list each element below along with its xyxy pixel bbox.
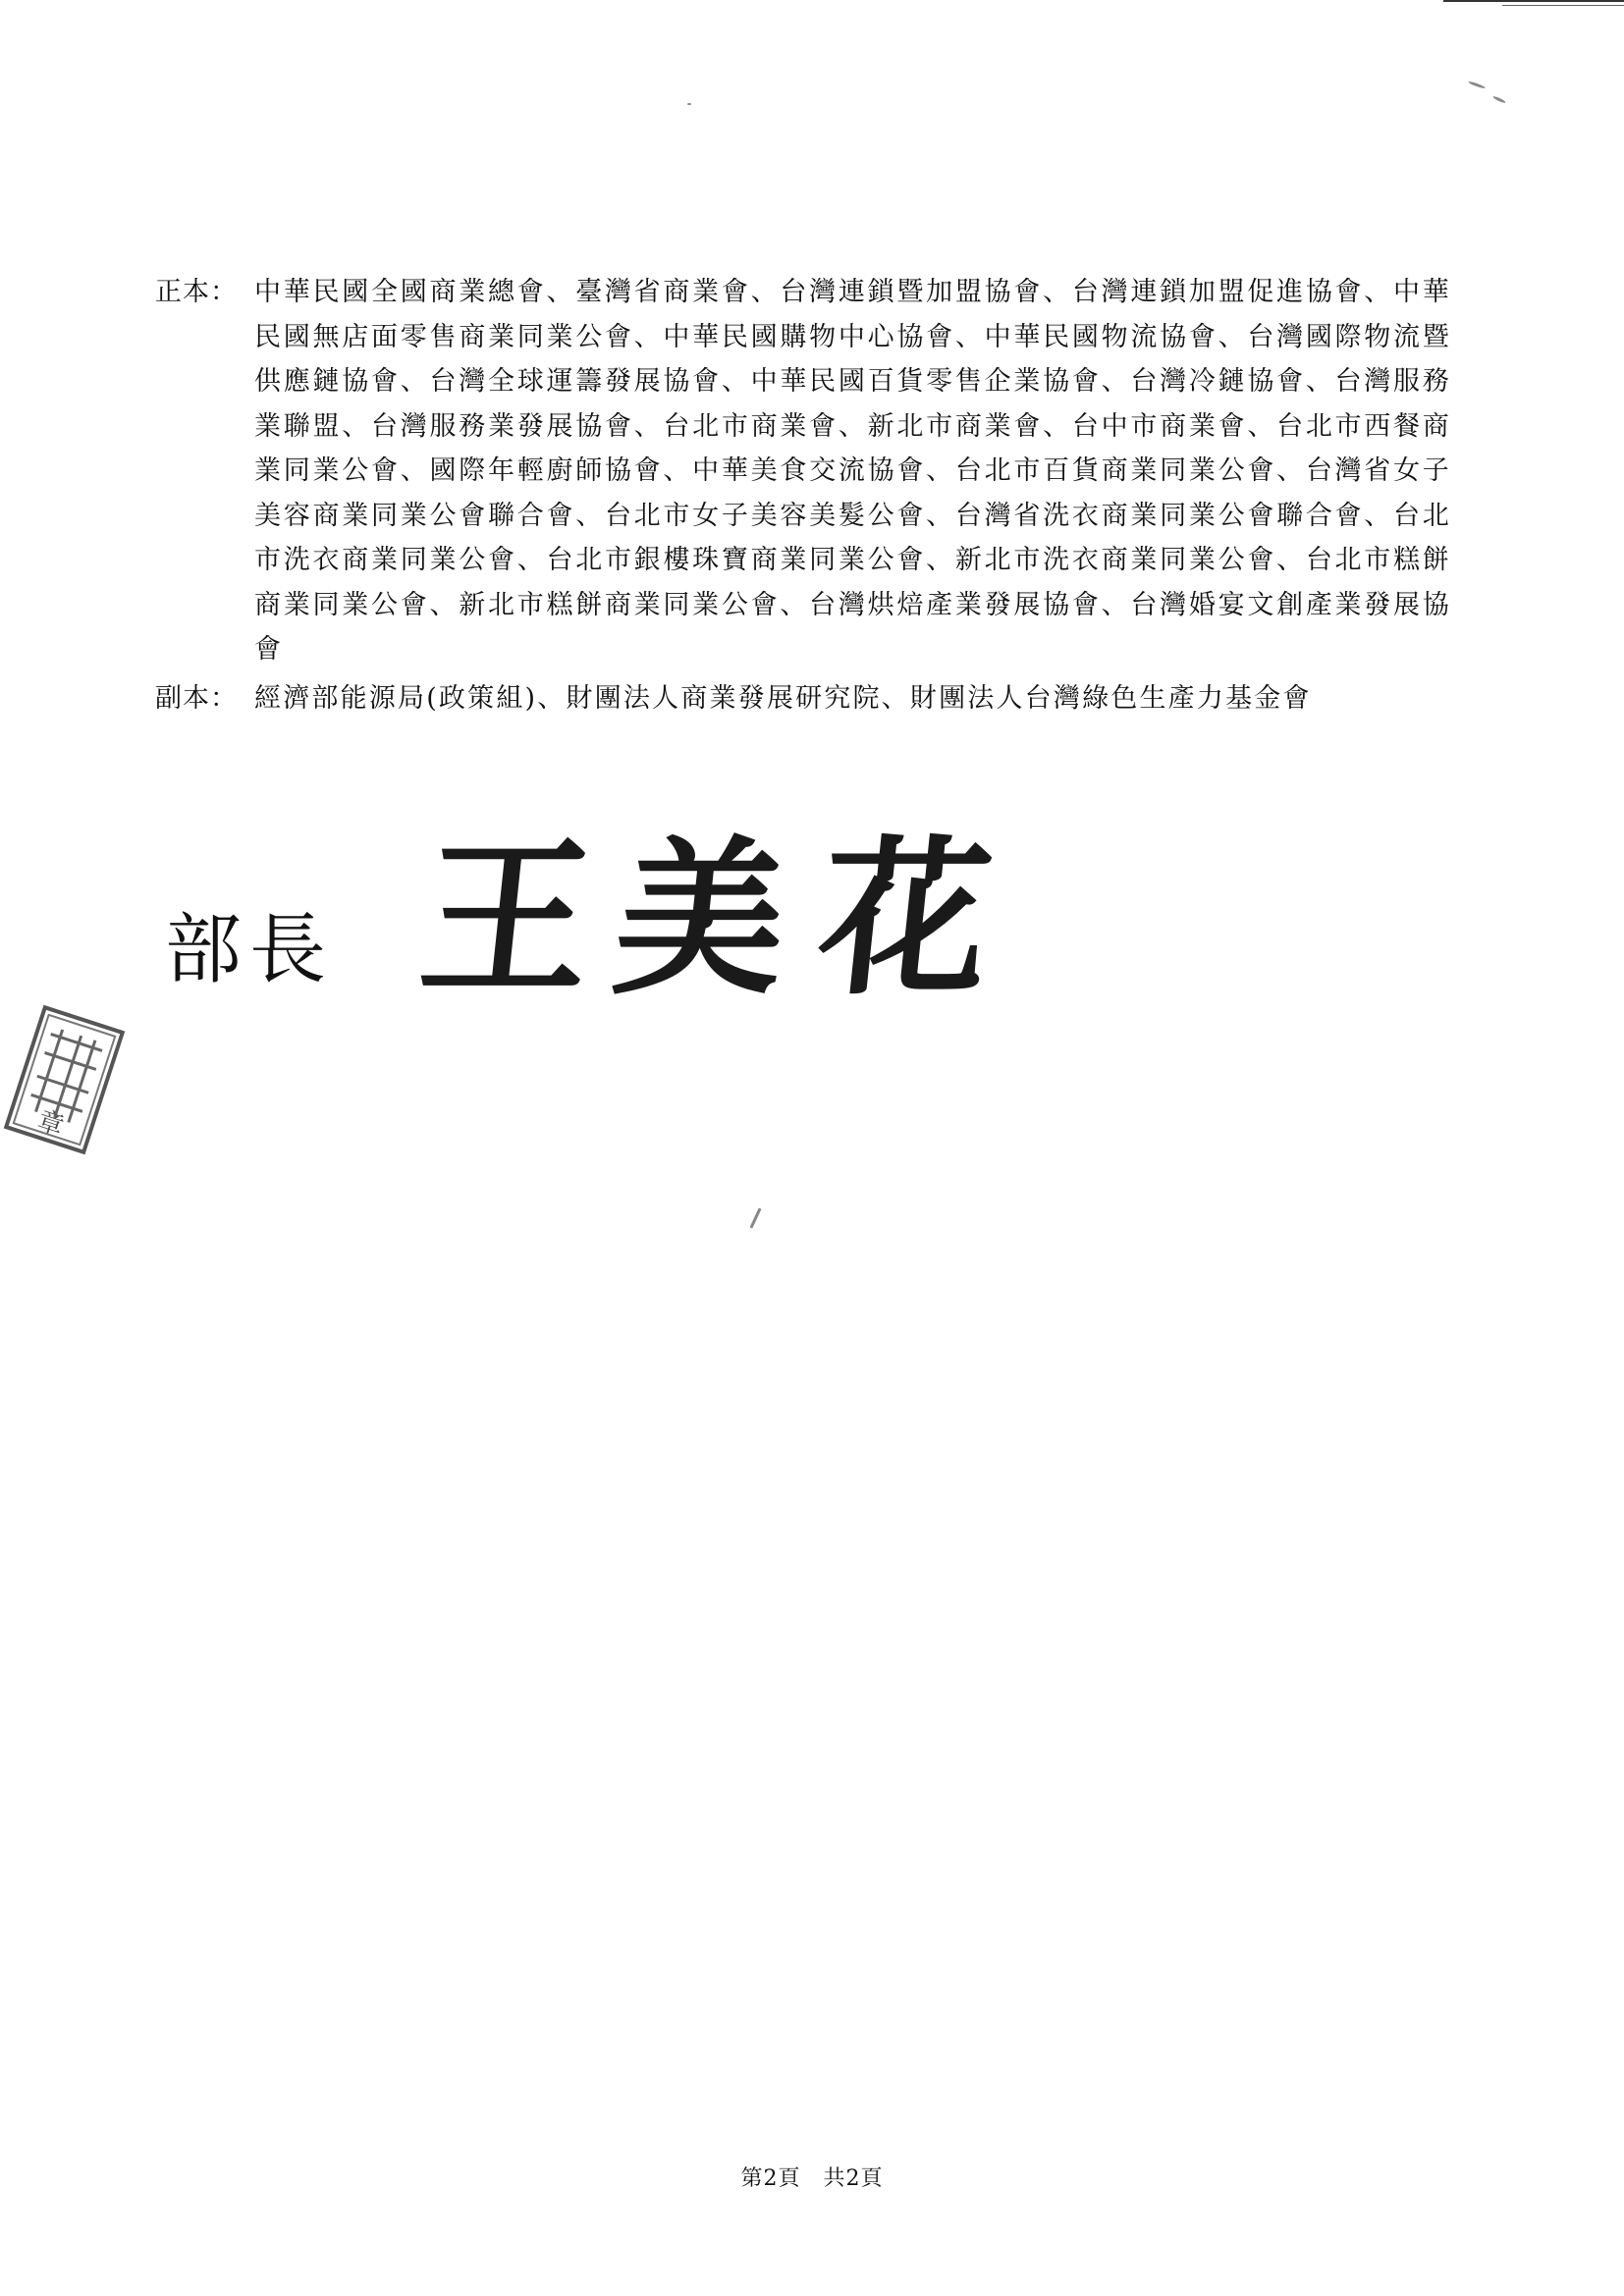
- copy-recipients-text: 經濟部能源局(政策組)、財團法人商業發展研究院、財團法人台灣綠色生產力基金會: [254, 682, 1312, 714]
- signature-char: 王: [411, 819, 602, 1018]
- seal-graphic: [0, 1000, 130, 1160]
- official-seal-stamp: [0, 1000, 130, 1160]
- copy-recipients-label: 副本：: [155, 682, 238, 714]
- signature-char: 美: [606, 819, 796, 1018]
- recipient-list: [155, 270, 1451, 724]
- primary-recipients: [155, 270, 1451, 672]
- scan-artifact-line: [1443, 0, 1624, 2]
- scan-speck: [687, 103, 691, 105]
- signature-char: 花: [810, 819, 1001, 1018]
- seal-char: 章: [33, 1105, 68, 1143]
- scan-speck: [1468, 80, 1486, 89]
- scan-artifact-line: [1502, 5, 1624, 6]
- primary-recipients-label: 正本：: [155, 277, 238, 307]
- copy-recipients: [155, 676, 1451, 721]
- scan-speck: [749, 1207, 761, 1228]
- signature-block: [165, 819, 1049, 1050]
- primary-recipients-text: 中華民國全國商業總會、臺灣省商業會、台灣連鎖暨加盟協會、台灣連鎖加盟促進協會、中華民國無店面零售商業同業公會、中華民國購物中心協會、中華民國物流協會、台灣國際物流暨供應鏈協會、台灣全球運籌發展協會、中華民國百貨零售企業協會、台灣冷鏈協會、台灣服務業聯盟、台灣服務業發展協會、台北市商業會、新北市商業會、台中市商業會、台北市西餐商業同業公會、國際年輕廚師協會、中華美食交流協會、台北市百貨商業同業公會、台灣省女子美容商業同業公會聯合會、台北市女子美容美髮公會、台灣省洗衣商業同業公會聯合會、台北市洗衣商業同業公會、台北市銀樓珠寶商業同業公會、新北市洗衣商業同業公會、台北市糕餅商業同業公會、新北市糕餅商業同業公會、台灣烘焙產業發展協會、台灣婚宴文創產業發展協會: [254, 277, 1451, 665]
- scan-speck: [1492, 95, 1506, 104]
- minister-title: 部長: [165, 906, 335, 994]
- page-number: 第2頁 共2頁: [740, 2166, 884, 2191]
